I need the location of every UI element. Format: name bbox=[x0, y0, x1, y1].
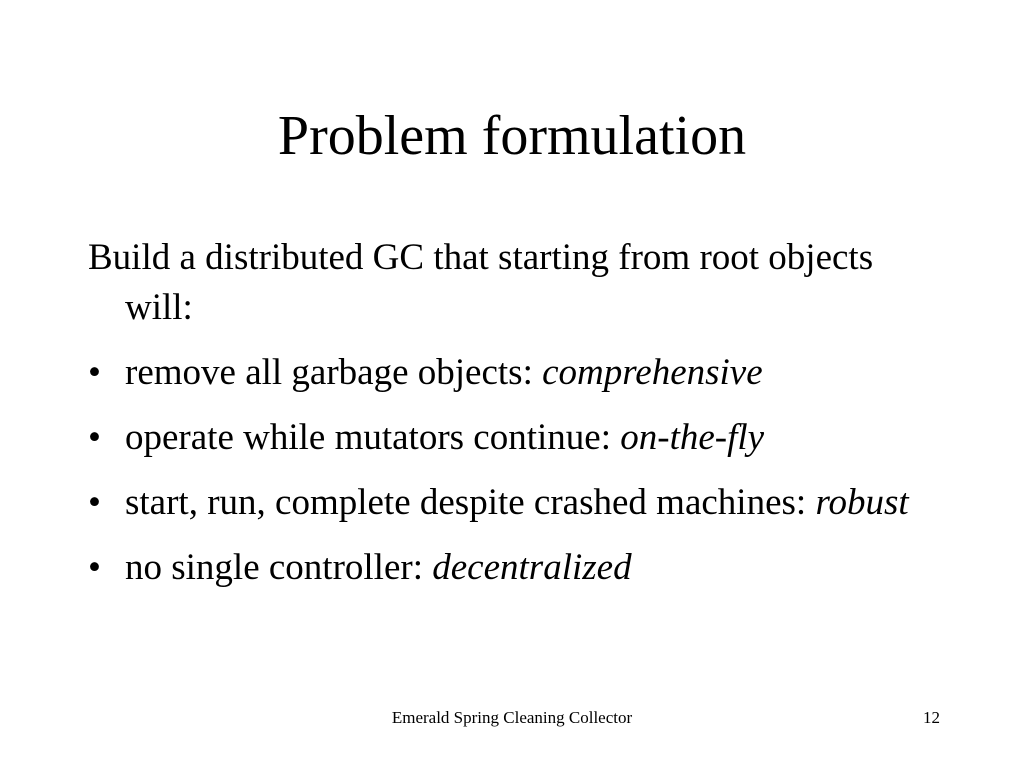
bullet-item bbox=[88, 348, 948, 398]
slide-title: Problem formulation bbox=[277, 105, 747, 167]
bullet-mark: • bbox=[88, 417, 101, 458]
bullet-text: operate while mutators continue: bbox=[125, 417, 621, 458]
bullet-text: remove all garbage objects: bbox=[125, 352, 543, 393]
bullet-emphasis: comprehensive bbox=[542, 352, 763, 393]
bullet-mark: • bbox=[88, 352, 101, 393]
bullet-emphasis: robust bbox=[815, 482, 909, 523]
bullet-text: start, run, complete despite crashed machines: bbox=[125, 482, 816, 523]
bullet-text: no single controller: bbox=[125, 547, 433, 588]
footer-title: Emerald Spring Cleaning Collector bbox=[391, 708, 633, 727]
bullet-item bbox=[88, 478, 948, 528]
bullet-mark: • bbox=[88, 482, 101, 523]
bullet-emphasis: decentralized bbox=[432, 547, 632, 588]
bullet-mark: • bbox=[88, 547, 101, 588]
page-number: 12 bbox=[923, 708, 940, 727]
slide-footer bbox=[0, 706, 1024, 730]
bullet-item bbox=[88, 543, 948, 593]
bullet-emphasis: on-the-fly bbox=[620, 417, 765, 458]
slide-body bbox=[88, 233, 948, 593]
bullet-item bbox=[88, 413, 948, 463]
intro-paragraph: Build a distributed GC that starting from root objects will: bbox=[88, 237, 874, 328]
